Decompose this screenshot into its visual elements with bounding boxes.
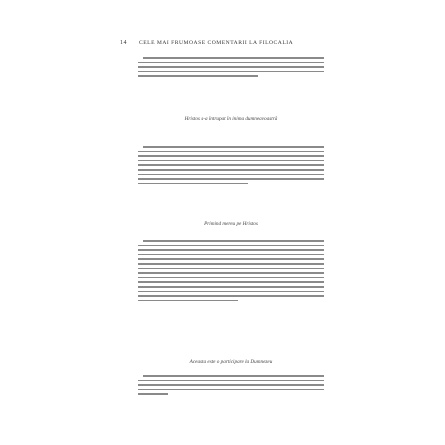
text-line: [138, 286, 324, 288]
text-line: [138, 277, 324, 279]
text-line: [138, 281, 324, 283]
running-title: CELE MAI FRUMOASE COMENTARII LA FILOCALIA: [139, 40, 294, 46]
text-line: [138, 62, 324, 64]
section-heading: Hristos s-a întrupat în inima dumneavoastră: [184, 116, 278, 122]
section-heading: Primind mereu pe Hristos: [204, 221, 258, 227]
text-line: [138, 300, 238, 302]
text-line: [138, 151, 324, 153]
text-line: [143, 146, 324, 148]
text-line: [138, 393, 168, 395]
text-line: [138, 75, 258, 77]
text-line: [143, 375, 324, 377]
text-line: [138, 169, 324, 171]
section-heading: Aceasta este o participare la Dumnezeu: [189, 359, 273, 365]
text-line: [138, 258, 324, 260]
text-line: [138, 71, 324, 73]
running-header: [120, 40, 340, 46]
text-line: [138, 380, 324, 382]
paragraph-block: [138, 146, 324, 184]
text-line: [138, 160, 324, 162]
text-line: [138, 263, 324, 265]
text-line: [138, 268, 324, 270]
text-line: [138, 245, 324, 247]
paragraph-block: [138, 375, 324, 395]
text-line: [138, 178, 324, 180]
text-line: [138, 291, 324, 293]
text-line: [143, 57, 324, 59]
paragraph-block: [138, 240, 324, 301]
text-line: [138, 66, 324, 68]
text-line: [138, 155, 324, 157]
text-line: [143, 240, 324, 242]
text-line: [138, 254, 324, 256]
text-line: [138, 384, 324, 386]
page-number: 14: [120, 40, 127, 46]
paragraph-block: [138, 57, 324, 77]
text-line: [138, 249, 324, 251]
text-line: [138, 174, 324, 176]
text-line: [138, 272, 324, 274]
text-line: [138, 183, 248, 185]
text-line: [138, 295, 324, 297]
text-line: [138, 164, 324, 166]
text-line: [138, 389, 324, 391]
